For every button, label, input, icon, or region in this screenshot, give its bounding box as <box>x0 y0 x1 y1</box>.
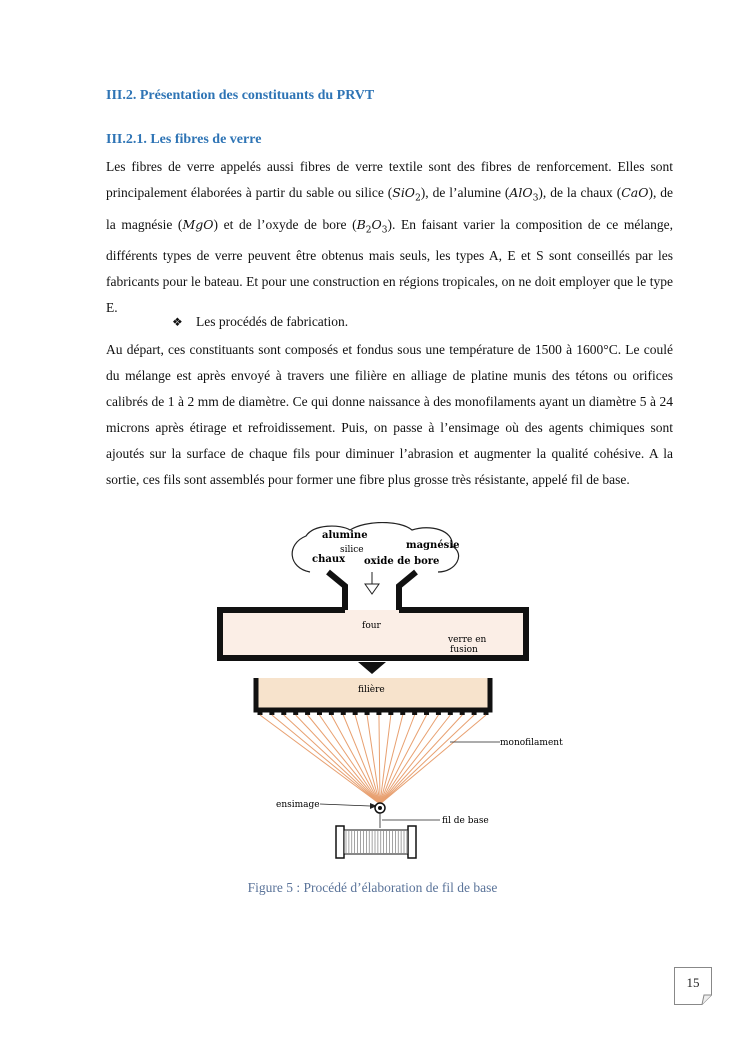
filiere-tip <box>365 710 370 715</box>
four-furnace <box>220 610 526 658</box>
monofilament-line <box>284 715 380 804</box>
section-heading: III.2. Présentation des constituants du PRVT <box>106 88 375 103</box>
flow-triangle <box>358 662 386 674</box>
filiere-tip <box>305 710 310 715</box>
page-number: 15 <box>686 975 700 990</box>
label-four: four <box>362 621 381 631</box>
filiere-tip <box>376 710 381 715</box>
filiere-tip <box>281 710 286 715</box>
filiere-tip <box>353 710 358 715</box>
subsection-heading: III.2.1. Les fibres de verre <box>106 132 262 147</box>
monofilament-line <box>319 715 380 804</box>
formula-sio2: SiO$_2$ <box>392 185 421 204</box>
filiere-tip <box>472 710 477 715</box>
filiere-tip <box>424 710 429 715</box>
filiere-tip <box>341 710 346 715</box>
figure-caption: Figure 5 : Procédé d’élaboration de fil de base <box>247 880 498 895</box>
filiere-tip <box>436 710 441 715</box>
filiere-tip <box>317 710 322 715</box>
monofilament-line <box>272 715 380 804</box>
monofilament-line <box>380 715 403 804</box>
label-monofilament: monofilament <box>500 738 563 748</box>
diamond-bullet-icon: ❖ <box>172 315 183 329</box>
filiere-tip <box>400 710 405 715</box>
filiere-tip <box>412 710 417 715</box>
label-alumine: alumine <box>322 530 368 541</box>
formula-cao: CaO <box>621 185 649 200</box>
monofilament-line <box>380 715 462 804</box>
label-chaux: chaux <box>312 554 346 565</box>
monofilament-line <box>379 715 380 804</box>
spool <box>336 826 416 858</box>
label-silice: silice <box>340 545 364 555</box>
label-fil-de-base: fil de base <box>442 816 489 826</box>
filiere-tip <box>269 710 274 715</box>
monofilaments <box>260 715 486 804</box>
filiere-tip <box>460 710 465 715</box>
filiere-tip <box>388 710 393 715</box>
formula-alo3: AlO$_3$ <box>509 185 539 204</box>
monofilament-line <box>380 715 450 804</box>
paragraph-fabrication: Au départ, ces constituants sont composés et fondus sous une température de 1500 à 1600°C. Le coulé du mélange est après envoyé à travers une filière en alliage de platine munis des tétons ou orifices calibrés de 1 à 2 mm de diamètre. Ce qui donne naissance à des monofilaments ayant un diamètre 5 à 24 microns après étirage et refroidissement. Puis, on passe à l’ensimage où des agents chimiques sont ajoutés sur la surface de chaque fils pour diminuer l’abrasion et augmenter la qualité cohésive. A la sortie, ces fils sont assemblés pour former une fibre plus grosse très résistante, appelé fil de base. <box>106 342 673 487</box>
bullet-item <box>172 312 348 332</box>
monofilament-line <box>380 715 427 804</box>
paragraph-fibres-intro: Les fibres de verre appelés aussi fibres de verre textile sont des fibres de renforcement. Elles sont principalement élaborées à partir du sable ou silice (SiO$_2$), de l’alumine (AlO$_3$), de la chaux (CaO), de la magnésie (MgO) et de l’oxyde de bore $(B_2O_3)$. En faisant varier la composition de ce mélange, différents types de verre peuvent être obtenus mais seuls, les types A, E et S sont conseillés par les fabricants pour le bateau. Et pour une construction en régions tropicales, on ne doit employer que le type E. <box>106 159 673 315</box>
filiere-tip <box>329 710 334 715</box>
label-verre-en: verre en <box>448 635 487 645</box>
label-magnesie: magnésie <box>406 540 460 551</box>
filiere-tip <box>258 710 263 715</box>
label-ensimage: ensimage <box>276 800 320 810</box>
formula-mgo: MgO <box>182 216 214 232</box>
fabrication-diagram <box>210 522 570 862</box>
filiere-tip <box>448 710 453 715</box>
monofilament-line <box>331 715 380 804</box>
filiere-tip <box>293 710 298 715</box>
formula-b2o3: $B_2O_3$ <box>356 216 388 235</box>
filiere-tip <box>484 710 489 715</box>
bullet-text: Les procédés de fabrication. <box>196 314 349 329</box>
monofilament-line <box>380 715 474 804</box>
label-fusion: fusion <box>450 645 478 655</box>
page-number-box <box>674 967 712 1005</box>
label-oxide-de-bore: oxide de bore <box>364 556 440 567</box>
arrow-down-icon <box>365 584 379 594</box>
monofilament-line <box>380 715 486 804</box>
label-filiere: filière <box>358 685 385 695</box>
